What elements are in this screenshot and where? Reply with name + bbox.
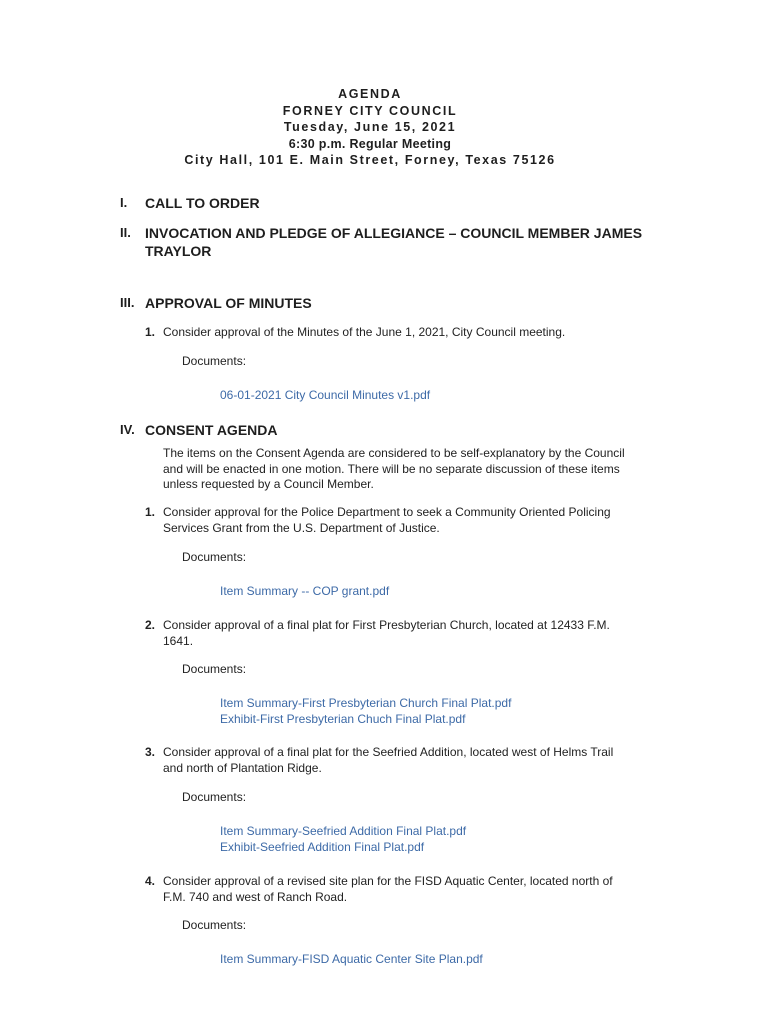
section-number: IV. bbox=[120, 422, 135, 437]
section-title: CALL TO ORDER bbox=[145, 195, 260, 211]
consent-item-3 bbox=[145, 745, 635, 776]
item-text: Consider approval of a final plat for First Presbyterian Church, located at 12433 F.M. 1641. bbox=[163, 618, 610, 648]
documents-label: Documents: bbox=[182, 662, 247, 676]
item-text: Consider approval of the Minutes of the June 1, 2021, City Council meeting. bbox=[163, 325, 566, 339]
item-number: 2. bbox=[145, 618, 156, 632]
document-link[interactable]: Item Summary -- COP grant.pdf bbox=[220, 584, 390, 598]
section-call-to-order bbox=[120, 194, 660, 212]
section-number: I. bbox=[120, 195, 128, 210]
meeting-date: Tuesday, June 15, 2021 bbox=[283, 120, 457, 134]
section-number: III. bbox=[120, 295, 135, 310]
documents-label: Documents: bbox=[182, 790, 247, 804]
section-consent-agenda bbox=[120, 421, 660, 439]
item-text: Consider approval of a final plat for the Seefried Addition, located west of Helms Trail and north of Plantation Ridge. bbox=[163, 745, 614, 775]
item-number: 1. bbox=[145, 325, 156, 339]
document-link[interactable]: Item Summary-Seefried Addition Final Plat.pdf bbox=[220, 824, 467, 838]
item-number: 1. bbox=[145, 505, 156, 519]
consent-item-4 bbox=[145, 874, 635, 905]
section-invocation bbox=[120, 224, 660, 260]
consent-item-1 bbox=[145, 505, 635, 536]
section-number: II. bbox=[120, 225, 131, 240]
section-approval-of-minutes bbox=[120, 294, 660, 312]
item-number: 4. bbox=[145, 874, 156, 888]
meeting-location: City Hall, 101 E. Main Street, Forney, Texas 75126 bbox=[184, 153, 556, 167]
documents-label: Documents: bbox=[182, 918, 247, 932]
item-number: 3. bbox=[145, 745, 156, 759]
agenda-header bbox=[0, 86, 740, 169]
documents-label: Documents: bbox=[182, 354, 247, 368]
document-link[interactable]: Item Summary-First Presbyterian Church Final Plat.pdf bbox=[220, 696, 512, 710]
consent-item-2 bbox=[145, 618, 635, 649]
section-title: CONSENT AGENDA bbox=[145, 422, 278, 438]
item-text: Consider approval for the Police Department to seek a Community Oriented Policing Services Grant from the U.S. Department of Justice. bbox=[163, 505, 611, 535]
section-title: INVOCATION AND PLEDGE OF ALLEGIANCE – COUNCIL MEMBER JAMES TRAYLOR bbox=[145, 225, 643, 259]
document-link[interactable]: Exhibit-Seefried Addition Final Plat.pdf bbox=[220, 840, 425, 854]
council-name: FORNEY CITY COUNCIL bbox=[282, 103, 458, 118]
consent-intro: The items on the Consent Agenda are considered to be self-explanatory by the Council and will be enacted in one motion. There will be no separate discussion of these items unless requested by a Council Member. bbox=[163, 446, 625, 491]
agenda-title: AGENDA bbox=[338, 87, 402, 101]
minutes-item bbox=[145, 325, 635, 341]
section-title: APPROVAL OF MINUTES bbox=[145, 295, 312, 311]
document-link[interactable]: 06-01-2021 City Council Minutes v1.pdf bbox=[220, 388, 431, 402]
item-text: Consider approval of a revised site plan for the FISD Aquatic Center, located north of F.M. 740 and west of Ranch Road. bbox=[163, 874, 613, 904]
document-link[interactable]: Item Summary-FISD Aquatic Center Site Plan.pdf bbox=[220, 952, 483, 966]
document-link[interactable]: Exhibit-First Presbyterian Chuch Final Plat.pdf bbox=[220, 712, 466, 726]
documents-label: Documents: bbox=[182, 550, 247, 564]
meeting-time: 6:30 p.m. Regular Meeting bbox=[288, 136, 452, 151]
